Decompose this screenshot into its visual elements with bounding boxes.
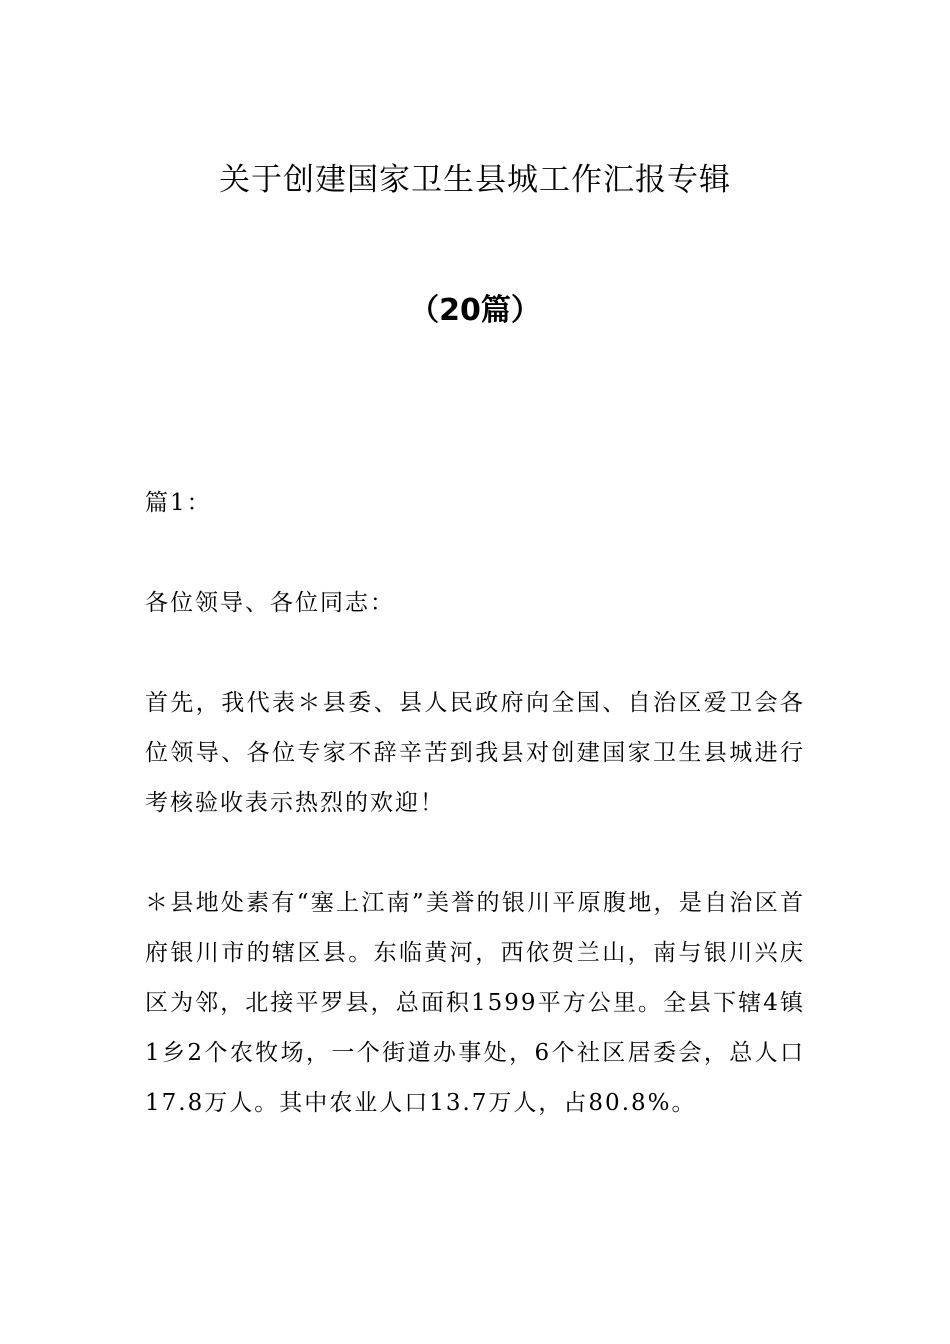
paragraph-welcome: 首先，我代表＊县委、县人民政府向全国、自治区爱卫会各位领导、各位专家不辞辛苦到我县对创建国家卫生县城进行考核验收表示热烈的欢迎！	[145, 690, 805, 816]
salutation: 各位领导、各位同志：	[145, 590, 395, 616]
document-body	[145, 478, 805, 1128]
paragraph-county-overview: ＊县地处素有“塞上江南”美誉的银川平原腹地，是自治区首府银川市的辖区县。东临黄河，西依贺兰山，南与银川兴庆区为邻，北接平罗县，总面积1599平方公里。全县下辖4镇1乡2个农牧场，一个街道办事处，6个社区居委会，总人口17.8万人。其中农业人口13.7万人，占80.8%。	[145, 890, 805, 1116]
document-subtitle: （20篇）	[409, 293, 541, 328]
document-title: 关于创建国家卫生县城工作汇报专辑	[219, 162, 731, 198]
section-heading: 篇1：	[145, 490, 212, 516]
